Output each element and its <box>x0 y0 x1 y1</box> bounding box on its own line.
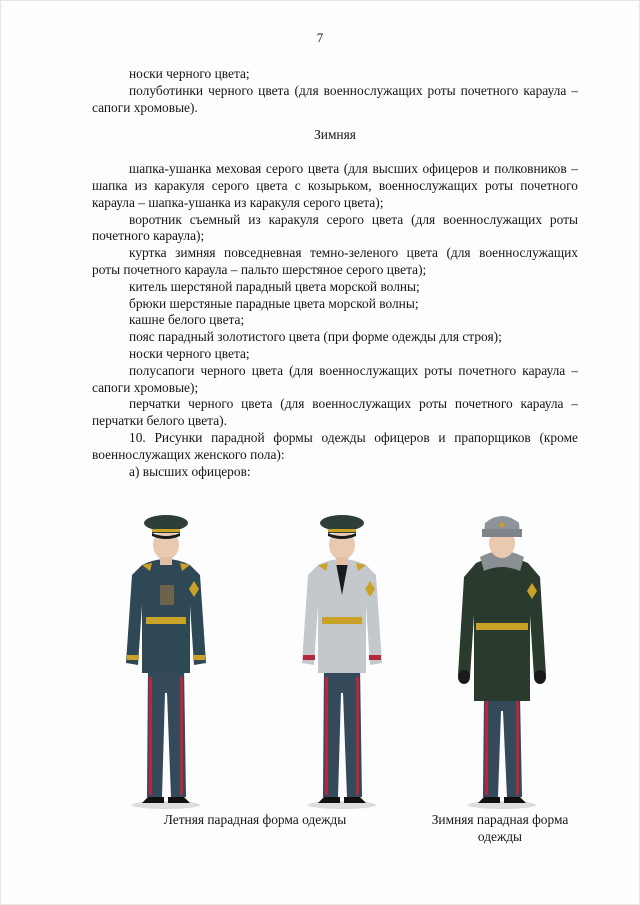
paragraph: а) высших офицеров: <box>129 463 251 479</box>
summer-dress-uniform-figure-2 <box>292 505 392 810</box>
page-number: 7 <box>316 30 324 45</box>
paragraph: полусапоги черного цвета (для военнослужащих роты почетного караула – сапоги хромовые); <box>92 362 578 395</box>
paragraph: носки черного цвета; <box>129 345 250 361</box>
paragraph: китель шерстяной парадный цвета морской волны; <box>129 278 420 294</box>
paragraph: куртка зимняя повседневная темно-зеленого цвета (для военнослужащих роты почетного караула – пальто шерстяное серого цвета); <box>92 245 578 277</box>
paragraph: кашне белого цвета; <box>129 312 245 328</box>
paragraph: перчатки черного цвета (для военнослужащих роты почетного караула – перчатки белого цвета). <box>92 396 578 429</box>
document-body <box>92 66 578 480</box>
paragraph: 10. Рисунки парадной формы одежды офицеров и прапорщиков (кроме военнослужащих женского пола): <box>92 429 578 462</box>
summer-dress-uniform-figure-1 <box>116 505 216 810</box>
caption-winter: Зимняя парадная форма одежды <box>431 812 569 844</box>
paragraph: носки черного цвета; <box>129 66 250 81</box>
paragraph: брюки шерстяные парадные цвета морской волны; <box>129 295 419 311</box>
paragraph: шапка-ушанка меховая серого цвета (для высших офицеров и полковников – шапка из каракуля серого цвета с козырьком, военнослужащих роты почетного караула – шапка-ушанка из каракуля серого цвета); <box>92 161 578 210</box>
caption-summer: Летняя парадная форма одежды <box>163 812 347 827</box>
paragraph: воротник съемный из каракуля серого цвета (для военнослужащих роты почетного караула); <box>92 211 578 244</box>
section-heading: Зимняя <box>314 127 356 143</box>
paragraph: полуботинки черного цвета (для военнослужащих роты почетного караула – сапоги хромовые). <box>92 82 578 115</box>
paragraph: пояс парадный золотистого цвета (при форме одежды для строя); <box>129 329 502 345</box>
winter-dress-uniform-figure <box>452 505 552 810</box>
